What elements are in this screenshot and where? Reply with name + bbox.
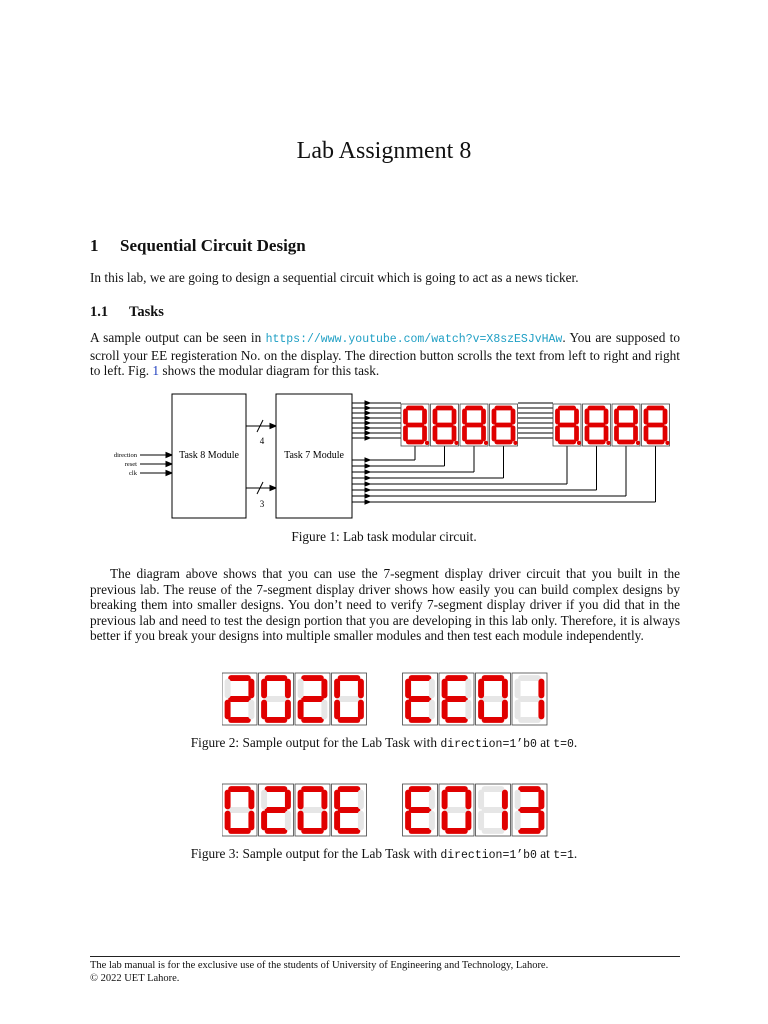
page-title: Lab Assignment 8 (296, 138, 472, 164)
figure2-digit (439, 673, 474, 725)
decimal-point (606, 441, 610, 445)
figure3-code-direction: direction=1’b0 (440, 849, 537, 862)
tasks-text-1: A sample output can be seen in (90, 330, 266, 345)
section-number: 1 (90, 236, 99, 255)
decimal-point (454, 441, 458, 445)
anode-arrow (365, 488, 370, 492)
figure1-digit-3 (460, 404, 488, 446)
figure3-digit (403, 784, 438, 836)
anode-arrow (365, 494, 370, 498)
figure2-digit (332, 673, 367, 725)
figure2-code-direction: direction=1’b0 (440, 738, 537, 751)
footer-line-2: © 2022 UET Lahore. (90, 973, 180, 984)
figure2-digit (476, 673, 511, 725)
figure1-digit-7 (612, 404, 640, 446)
figure3-digit (439, 784, 474, 836)
figure1-digit-4 (490, 404, 518, 446)
input-reset: reset (124, 461, 137, 468)
figure1-digit-8 (642, 404, 670, 446)
segment-bus-arrow (365, 421, 370, 425)
segment-bus-arrow (365, 436, 370, 440)
figure1-digit-5 (553, 404, 581, 446)
figure2-code-time: t=0 (553, 738, 574, 751)
figure3-display (222, 783, 548, 837)
task8-module-label: Task 8 Module (179, 450, 239, 461)
figure2-digit (259, 673, 294, 725)
footer-line-1: The lab manual is for the exclusive use of the students of University of Engineering and Technology, Lahore. (90, 960, 549, 971)
figure3-digit (222, 784, 257, 836)
figure3-digit (295, 784, 330, 836)
figure3-digit (512, 784, 547, 836)
input-clk: clk (129, 470, 137, 477)
anode-arrow (365, 470, 370, 474)
anode-arrow (365, 500, 370, 504)
footer-divider (90, 956, 680, 957)
figure2-caption (0, 735, 768, 751)
segment-bus-arrow (365, 411, 370, 415)
anode-arrow (365, 464, 370, 468)
bus-width-bottom: 3 (259, 499, 265, 509)
figure1-diagram (90, 388, 690, 523)
figure3-caption-text: Figure 3: Sample output for the Lab Task with (190, 846, 441, 861)
task7-module-label: Task 7 Module (284, 450, 344, 461)
figure-ref-link[interactable]: 1 (152, 363, 160, 378)
segment-bus-arrow (365, 426, 370, 430)
anode-arrow (365, 482, 370, 486)
figure2-group-2 (403, 673, 548, 725)
bus-width-top: 4 (259, 436, 265, 446)
figure3-code-time: t=1 (553, 849, 574, 862)
figure3-caption (0, 846, 768, 862)
decimal-point (513, 441, 517, 445)
decimal-point (425, 441, 429, 445)
figure3-caption-mid: at (536, 846, 554, 861)
figure2-digit (295, 673, 330, 725)
figure2-caption-text: Figure 2: Sample output for the Lab Task with (190, 735, 441, 750)
figure3-digit (332, 784, 367, 836)
tasks-paragraph (90, 330, 680, 379)
body-paragraph: The diagram above shows that you can use the 7-segment display driver circuit that you built in the previous lab. The reuse of the 7-segment display driver shows how easily you can build complex designs by breaking them into smaller designs. You don’t need to verify 7-segment display driver if you did that in the previous lab and need to test the design portion that you are developing in this lab only. Therefore, it is always better if you break your designs into multiple smaller modules and then test each module independently. (90, 566, 680, 643)
figure3-group-2 (403, 784, 548, 836)
figure2-digit (403, 673, 438, 725)
figure3-group-1 (222, 784, 367, 836)
subsection-number: 1.1 (90, 304, 109, 320)
intro-paragraph: In this lab, we are going to design a sequential circuit which is going to act as a news ticker. (90, 270, 579, 285)
tasks-text-3: shows the modular diagram for this task. (159, 363, 380, 378)
decimal-point (636, 441, 640, 445)
anode-arrow (365, 476, 370, 480)
figure2-digit (222, 673, 257, 725)
figure1-displays (401, 404, 670, 446)
segment-bus-arrow (365, 406, 370, 410)
figure1-caption: Figure 1: Lab task modular circuit. (291, 529, 477, 544)
segment-bus-arrow (365, 416, 370, 420)
anode-arrow (365, 458, 370, 462)
decimal-point (665, 441, 669, 445)
figure2-digit (512, 673, 547, 725)
figure1-digit-6 (583, 404, 611, 446)
tasks-text-2: . You are supposed to scroll your EE registeration No. on the display. The direction button scrolls the text from left to right and right to left. Fig. (90, 330, 680, 378)
figure1-digit-1 (401, 404, 429, 446)
figure3-digit (476, 784, 511, 836)
segment-bus-arrow (365, 431, 370, 435)
figure3-digit (259, 784, 294, 836)
figure2-caption-mid: at (536, 735, 554, 750)
figure2-display (222, 672, 548, 726)
figure1-digit-2 (431, 404, 459, 446)
decimal-point (577, 441, 581, 445)
decimal-point (484, 441, 488, 445)
input-direction: direction (113, 452, 137, 459)
subsection-title: Tasks (129, 304, 164, 320)
video-link[interactable]: https://www.youtube.com/watch?v=X8szESJvHAw (265, 333, 563, 346)
figure2-group-1 (222, 673, 367, 725)
figure2-caption-end: . (573, 735, 578, 750)
figure3-caption-end: . (573, 846, 578, 861)
segment-bus-arrow (365, 401, 370, 405)
section-title: Sequential Circuit Design (120, 236, 306, 255)
